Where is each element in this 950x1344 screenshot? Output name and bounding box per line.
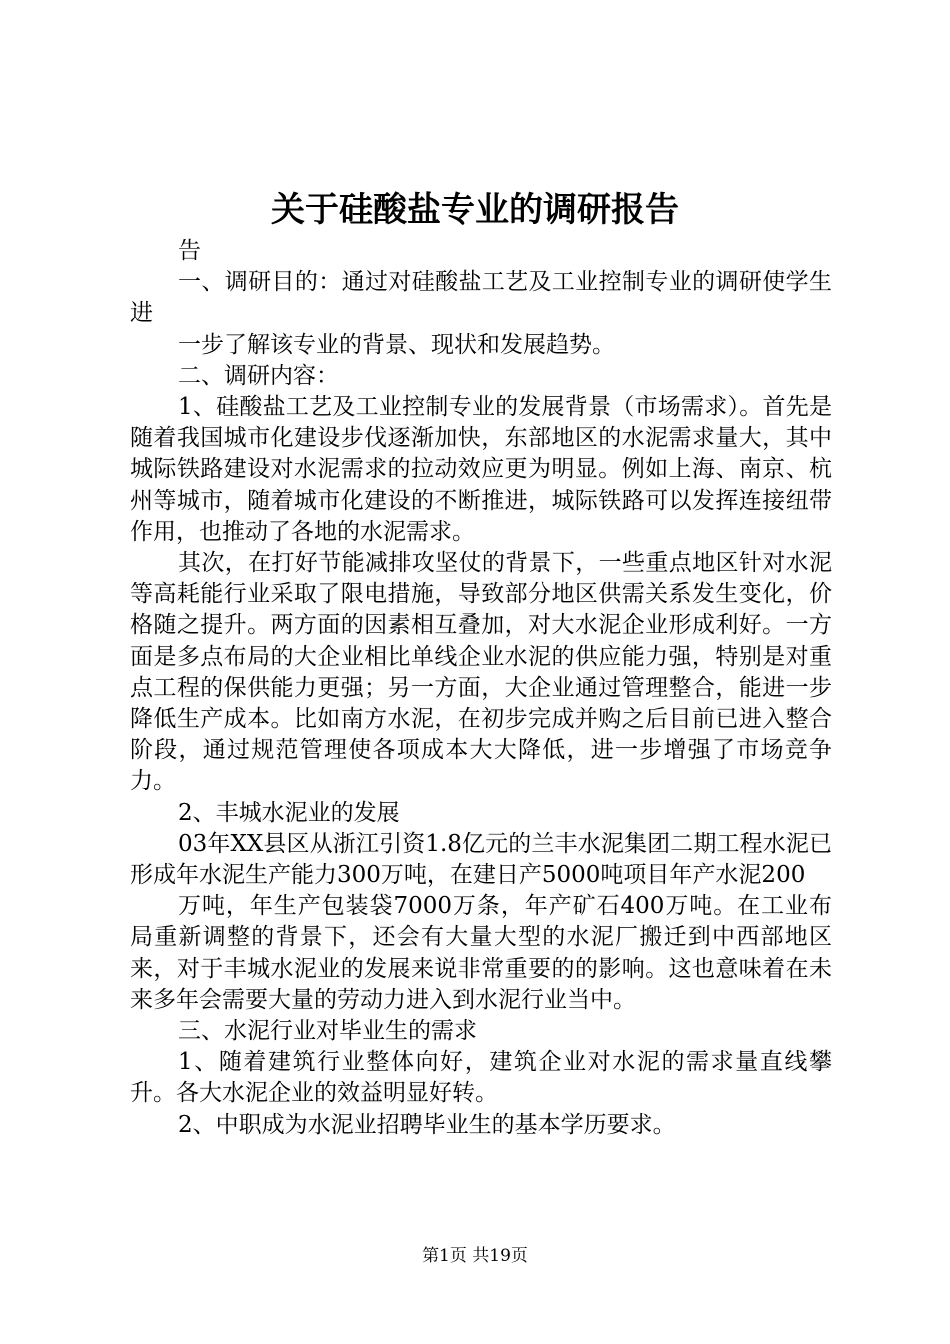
page-title: 关于硅酸盐专业的调研报告 [271, 190, 679, 230]
paragraph-purpose: 一、调研目的：通过对硅酸盐工艺及工业控制专业的调研使学生进 [130, 269, 832, 327]
paragraph-fragment: 告 [178, 238, 201, 264]
paragraph-fengcheng-continued: 万吨，年生产包装袋7000万条，年产矿石400万吨。在工业布局重新调整的背景下，还会有大量大型的水泥厂搬迁到中西部地区来，对于丰城水泥业的发展来说非常重要的的影响。这也意味着在未来多年会需要大量的劳动力进入到水泥行业当中。 [130, 893, 832, 1013]
paragraph-fengcheng-investment: 03年XX县区从浙江引资1.8亿元的兰丰水泥集团二期工程水泥已形成年水泥生产能力300万吨，在建日产5000吨项目年产水泥200 [130, 830, 832, 889]
paragraph-background: 1、硅酸盐工艺及工业控制专业的发展背景（市场需求）。首先是随着我国城市化建设步伐逐渐加快，东部地区的水泥需求量大，其中城际铁路建设对水泥需求的拉动效应更为明显。例如上海、南京、杭州等城市，随着城市化建设的不断推进，城际铁路可以发挥连接纽带作用，也推动了各地的水泥需求。 [130, 394, 832, 545]
paragraph-demand-2: 2、中职成为水泥业招聘毕业生的基本学历要求。 [178, 1111, 676, 1138]
document-body [130, 236, 832, 1141]
paragraph-purpose-continued: 一步了解该专业的背景、现状和发展趋势。 [178, 331, 615, 358]
section-heading-content: 二、调研内容： [178, 362, 339, 389]
paragraph-demand-1: 1、随着建筑行业整体向好，建筑企业对水泥的需求量直线攀升。各大水泥企业的效益明显好转。 [130, 1049, 832, 1107]
section-heading-demand: 三、水泥行业对毕业生的需求 [178, 1018, 477, 1045]
paragraph-second-factor: 其次，在打好节能减排攻坚仗的背景下，一些重点地区针对水泥等高耗能行业采取了限电措施，导致部分地区供需关系发生变化，价格随之提升。两方面的因素相互叠加，对大水泥企业形成利好。一方面是多点布局的大企业相比单线企业水泥的供应能力强，特别是对重点工程的保供能力更强；另一方面，大企业通过管理整合，能进一步降低生产成本。比如南方水泥，在初步完成并购之后目前已进入整合阶段，通过规范管理使各项成本大大降低，进一步增强了市场竞争力。 [130, 550, 832, 795]
page-number: 第1页 共19页 [422, 1246, 528, 1266]
subheading-fengcheng: 2、丰城水泥业的发展 [178, 799, 400, 826]
